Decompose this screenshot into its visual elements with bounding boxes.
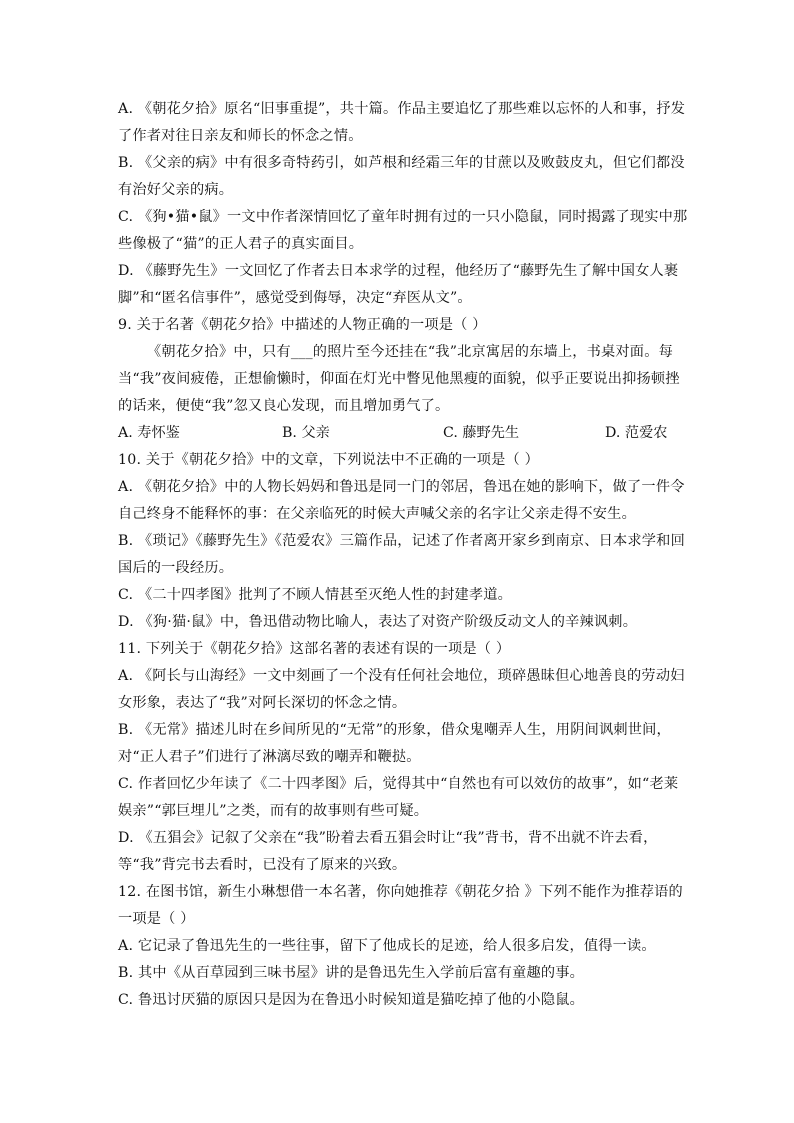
text-line: 国后的一段经历。: [118, 560, 234, 576]
text-line: B. 《父亲的病》中有很多奇特药引，如芦根和经霜三年的甘蔗以及败鼓皮丸，但它们都没: [118, 155, 685, 171]
text-line: 女形象，表达了“我”对阿长深切的怀念之情。: [118, 695, 407, 711]
text-line: 对“正人君子”们进行了淋漓尽致的嘲弄和鞭挞。: [118, 749, 421, 765]
text-line: A. 它记录了鲁迅先生的一些往事，留下了他成长的足迹，给人很多启发，值得一读。: [118, 938, 656, 954]
text-line: C. 作者回忆少年读了《二十四孝图》后，觉得其中“自然也有可以效仿的故事”，如“老莱: [118, 776, 679, 792]
question-9-stem: 9. 关于名著《朝花夕拾》中描述的人物正确的一项是（ ）: [118, 317, 487, 333]
text-line: 自己终身不能释怀的事：在父亲临死的时候大声喊父亲的名字让父亲走得不安生。: [118, 506, 636, 522]
text-line: 娱亲”“郭巨埋儿”之类，而有的故事则有些可疑。: [118, 803, 429, 819]
text-line: A. 《朝花夕拾》中的人物长妈妈和鲁迅是同一门的邻居，鲁迅在她的影响下，做了一件令: [118, 479, 685, 495]
text-line: B. 《无常》描述儿时在乡间所见的“无常”的形象，借众鬼嘲弄人生，用阴间讽刺世间，: [118, 722, 671, 738]
question-10-stem: 10. 关于《朝花夕拾》中的文章，下列说法中不正确的一项是（ ）: [118, 452, 540, 468]
document-page: [118, 96, 688, 1014]
question-11-stem: 11. 下列关于《朝花夕拾》这部名著的表述有误的一项是（ ）: [118, 641, 511, 657]
text-line: D. 《狗·猫·鼠》中，鲁迅借动物比喻人，表达了对资产阶级反动文人的辛辣讽刺。: [118, 614, 638, 630]
question-9-options: [118, 420, 683, 447]
question-9-passage: 当“我”夜间疲倦，正想偷懒时，仰面在灯光中瞥见他黑瘦的面貌，似乎正要说出抑扬顿挫: [118, 371, 680, 387]
text-line: 等“我”背完书去看时，已没有了原来的兴致。: [118, 857, 407, 873]
question-9-passage: 的话来，便使“我”忽又良心发现，而且增加勇气了。: [118, 398, 450, 414]
question-12-stem: 12. 在图书馆，新生小琳想借一本名著，你向她推荐《朝花夕拾 》下列不能作为推荐语的: [118, 884, 683, 900]
option-c: C. 藤野先生: [443, 425, 520, 441]
text-line: A. 《朝花夕拾》原名“旧事重提”，共十篇。作品主要追忆了那些难以忘怀的人和事，抒发: [118, 101, 686, 117]
text-line: B. 其中《从百草园到三味书屋》讲的是鲁迅先生入学前后富有童趣的事。: [118, 965, 585, 981]
option-d: D. 范爱农: [605, 425, 668, 441]
text-line: C. 《狗•猫•鼠》一文中作者深情回忆了童年时拥有过的一只小隐鼠，同时揭露了现实中那: [118, 209, 688, 225]
option-b: B. 父亲: [282, 425, 330, 441]
text-line: B. 《琐记》《藤野先生》《范爱农》三篇作品，记述了作者离开家乡到南京、日本求学和回: [118, 533, 685, 549]
option-a: A. 寿怀鉴: [118, 425, 180, 441]
text-line: 些像极了“猫”的正人君子的真实面目。: [118, 236, 364, 252]
text-line: 有治好父亲的病。: [118, 182, 234, 198]
question-12-stem: 一项是（ ）: [118, 911, 195, 927]
question-9-passage: 《朝花夕拾》中，只有___的照片至今还挂在“我”北京寓居的东墙上，书桌对面。每: [147, 344, 673, 360]
text-line: C. 鲁迅讨厌猫的原因只是因为在鲁迅小时候知道是猫吃掉了他的小隐鼠。: [118, 992, 584, 1008]
text-line: 了作者对往日亲友和师长的怀念之情。: [118, 128, 363, 144]
text-line: D. 《五猖会》记叙了父亲在“我”盼着去看五猖会时让“我”背书，背不出就不许去看，: [118, 830, 658, 846]
text-line: D. 《藤野先生》一文回忆了作者去日本求学的过程，他经历了“藤野先生了解中国女人裹: [118, 263, 679, 279]
text-line: C. 《二十四孝图》批判了不顾人情甚至灭绝人性的封建孝道。: [118, 587, 513, 603]
text-line: 脚”和“匿名信事件”，感觉受到侮辱，决定“弃医从文”。: [118, 290, 472, 306]
text-line: A. 《阿长与山海经》一文中刻画了一个没有任何社会地位，琐碎愚昧但心地善良的劳动妇: [118, 668, 685, 684]
